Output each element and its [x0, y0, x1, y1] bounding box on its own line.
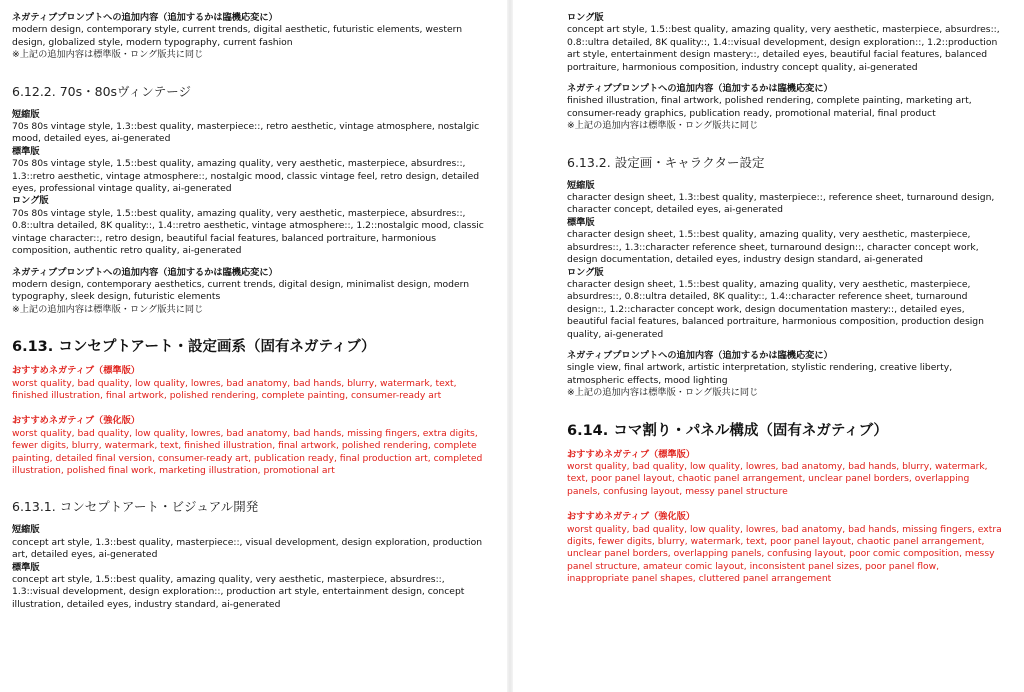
recommended-negative-strong-text: worst quality, bad quality, low quality, lowres, bad anatomy, bad hands, missing fingers, extra digits, fewer digits, blurry, watermark, text, finished illustration, final artwork, polished rendering, complete painting, detailed final version, consumer-ready art, publication ready, final production art, completed illustration, polished final work, marketing illustration, promotional art: [12, 427, 483, 476]
standard-version-text: character design sheet, 1.5::best quality, amazing quality, very aesthetic, masterpiece, absurdres::, 1.3::character reference sheet, turnaround design::, character concept work, design documentation, detailed eyes, industry design standard, ai-generated: [567, 229, 979, 266]
recommended-negative-standard-text: worst quality, bad quality, low quality, lowres, bad anatomy, bad hands, blurry, watermark, text, finished illustration, final artwork, polished rendering, complete painting, consumer-ready art: [12, 377, 457, 401]
negative-addition-label: ネガティブプロンプトへの追加内容（追加するかは臨機応変に）: [567, 83, 833, 95]
left-page: [0, 0, 507, 692]
short-version-text: 70s 80s vintage style, 1.3::best quality, masterpiece::, retro aesthetic, vintage atmosphere, nostalgic mood, detailed eyes, ai-generated: [12, 121, 480, 145]
negative-addition-label: ネガティブプロンプトへの追加内容（追加するかは臨機応変に）: [12, 266, 278, 278]
note-text: ※上記の追加内容は標準版・ロング版共に同じ: [567, 120, 759, 132]
standard-version-label: 標準版: [12, 561, 40, 573]
note-text: ※上記の追加内容は標準版・ロング版共に同じ: [12, 49, 204, 61]
negative-addition-text: finished illustration, final artwork, polished rendering, complete painting, marketing art, consumer-ready graphics, publication ready, promotional material, final product: [567, 95, 972, 119]
short-version-label: 短縮版: [12, 524, 40, 536]
note-text: ※上記の追加内容は標準版・ロング版共に同じ: [12, 303, 204, 315]
section-heading-6-13: 6.13. コンセプトアート・設定画系（固有ネガティブ）: [12, 339, 376, 356]
long-version-text: character design sheet, 1.5::best quality, amazing quality, very aesthetic, masterpiece, absurdres::, 0.8::ultra detailed, 8K quality::, 1.4::character reference sheet, turnaround design::, 1.2::character concept work, design documentation mastery::, detailed eyes, beautiful facial features, balanced portraiture, harmonious composition, production design quality, ai-generated: [567, 278, 984, 340]
short-version-label: 短縮版: [12, 108, 40, 120]
negative-addition-text: modern design, contemporary style, current trends, digital aesthetic, futuristic elements, western design, globalized style, modern typography, current fashion: [12, 24, 463, 48]
long-version-text: concept art style, 1.5::best quality, amazing quality, very aesthetic, masterpiece, absurdres::, 0.8::ultra detailed, 8K quality::, 1.4::visual development, design exploration::, 1.2::production art style, entertainment design mastery::, detailed eyes, beautiful facial features, balanced portraiture, harmonious composition, industry concept quality, ai-generated: [567, 24, 1000, 73]
right-page: [513, 0, 1024, 692]
negative-addition-text: modern design, contemporary aesthetics, current trends, digital design, minimalist design, modern typography, sleek design, futuristic elements: [12, 278, 470, 303]
recommended-negative-standard-label: おすすめネガティブ（標準版）: [567, 448, 695, 460]
standard-version-label: 標準版: [12, 145, 40, 157]
long-version-label: ロング版: [567, 12, 604, 23]
standard-version-text: concept art style, 1.5::best quality, amazing quality, very aesthetic, masterpiece, absurdres::, 1.3::visual development, design exploration::, production art style, entertainment design, concept illustration, detailed eyes, industry standard, ai-generated: [12, 574, 465, 610]
short-version-label: 短縮版: [567, 179, 595, 191]
recommended-negative-strong-label: おすすめネガティブ（強化版）: [12, 415, 140, 427]
section-heading-6-13-1: 6.13.1. コンセプトアート・ビジュアル開発: [12, 499, 259, 515]
long-version-text: 70s 80s vintage style, 1.5::best quality, amazing quality, very aesthetic, masterpiece, absurdres::, 0.8::ultra detailed, 8K quality::, 1.4::retro aesthetic, vintage atmosphere::, 1.2::nostalgic mood, classic vintage character::, retro design, beautiful facial features, balanced portraiture, harmonious composition, authentic retro quality, ai-generated: [12, 207, 484, 257]
note-text: ※上記の追加内容は標準版・ロング版共に同じ: [567, 387, 759, 399]
section-heading-6-13-2: 6.13.2. 設定画・キャラクター設定: [567, 154, 765, 170]
section-heading-6-12-2: 6.12.2. 70s・80sヴィンテージ: [12, 83, 192, 99]
standard-version-label: 標準版: [567, 216, 595, 228]
recommended-negative-strong-label: おすすめネガティブ（強化版）: [567, 511, 695, 523]
long-version-label: ロング版: [567, 266, 604, 278]
recommended-negative-strong-text: worst quality, bad quality, low quality, lowres, bad anatomy, bad hands, missing fingers, extra digits, fewer digits, blurry, watermark, text, poor panel layout, chaotic panel arrangement, unclear panel borders, overlapping panels, confusing layout, poor comic composition, messy panel structure, amateur comic layout, inconsistent panel sizes, poor panel flow, inappropriate panel shapes, cluttered panel arrangement: [567, 523, 1002, 585]
short-version-text: character design sheet, 1.3::best quality, masterpiece::, reference sheet, turnaround design, character concept, detailed eyes, ai-generated: [567, 192, 995, 216]
recommended-negative-standard-label: おすすめネガティブ（標準版）: [12, 365, 140, 377]
standard-version-text: 70s 80s vintage style, 1.5::best quality, amazing quality, very aesthetic, masterpiece, absurdres::, 1.3::retro aesthetic, vintage atmosphere::, nostalgic mood, classic vintage feel, retro design, detailed eyes, professional vintage quality, ai-generated: [12, 158, 480, 195]
negative-addition-label: ネガティブプロンプトへの追加内容（追加するかは臨機応変に）: [567, 349, 833, 361]
recommended-negative-standard-text: worst quality, bad quality, low quality, lowres, bad anatomy, bad hands, blurry, watermark, text, poor panel layout, chaotic panel arrangement, unclear panel borders, overlapping panels, confusing layout, messy panel structure: [567, 460, 988, 497]
negative-addition-text: single view, final artwork, artistic interpretation, stylistic rendering, creative liberty, atmospheric effects, mood lighting: [567, 362, 953, 386]
negative-addition-label: ネガティブプロンプトへの追加内容（追加するかは臨機応変に）: [12, 12, 278, 23]
long-version-label: ロング版: [12, 195, 49, 207]
short-version-text: concept art style, 1.3::best quality, masterpiece::, visual development, design exploration, production art, detailed eyes, ai-generated: [12, 536, 483, 561]
section-heading-6-14: 6.14. コマ割り・パネル構成（固有ネガティブ）: [567, 422, 888, 439]
